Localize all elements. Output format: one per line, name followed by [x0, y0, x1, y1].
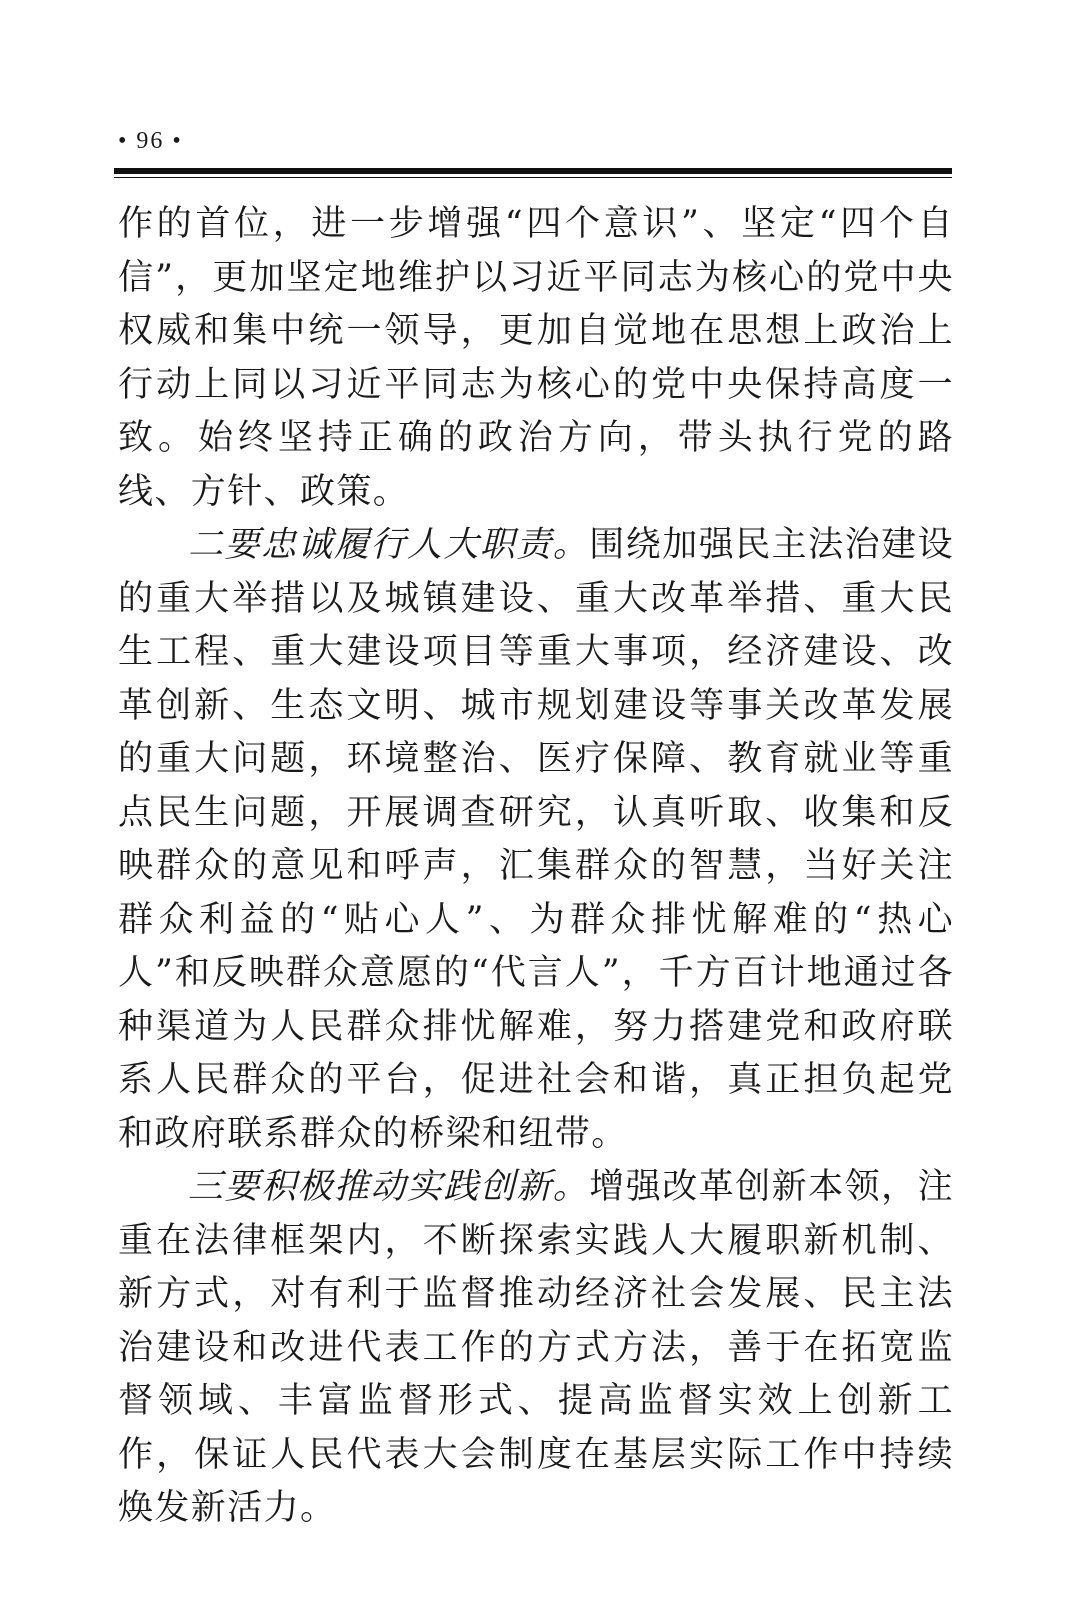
paragraph-3-text: 增强改革创新本领，注重在法律框架内，不断探索实践人大履职新机制、新方式，对有利于监督推动经济社会发展、民主法治建设和改进代表工作的方式方法，善于在拓宽监督领域、丰富监督形式、提高监督实效上创新工作，保证人民代表大会制度在基层实际工作中持续焕发新活力。	[118, 1167, 954, 1528]
paragraph-3-lead: 三要积极推动实践创新。	[188, 1167, 590, 1207]
paragraph-2-text: 围绕加强民主法治建设的重大举措以及城镇建设、重大改革举措、重大民生工程、重大建设项目等重大事项，经济建设、改革创新、生态文明、城市规划建设等事关改革发展的重大问题，环境整治、医疗保障、教育就业等重点民生问题，开展调查研究，认真听取、收集和反映群众的意见和呼声，汇集群众的智慧，当好关注群众利益的“贴心人”、为群众排忧解难的“热心人”和反映群众意愿的“代言人”，千方百计地通过各种渠道为人民群众排忧解难，努力搭建党和政府联系人民群众的平台，促进社会和谐，真正担负起党和政府联系群众的桥梁和纽带。	[118, 525, 954, 1154]
paragraph-2	[118, 519, 954, 1161]
paragraph-2-lead: 二要忠诚履行人大职责。	[188, 525, 590, 565]
header-rule-thick	[114, 168, 952, 174]
page-number: • 96 •	[118, 128, 183, 154]
paragraph-1	[118, 198, 954, 519]
paragraph-3	[118, 1161, 954, 1536]
paragraph-1-text: 作的首位，进一步增强“四个意识”、坚定“四个自信”，更加坚定地维护以习近平同志为核心的党中央权威和集中统一领导，更加自觉地在思想上政治上行动上同以习近平同志为核心的党中央保持高度一致。始终坚持正确的政治方向，带头执行党的路线、方针、政策。	[118, 204, 954, 512]
body-text	[118, 198, 954, 1536]
header-rule-thin	[114, 177, 952, 178]
